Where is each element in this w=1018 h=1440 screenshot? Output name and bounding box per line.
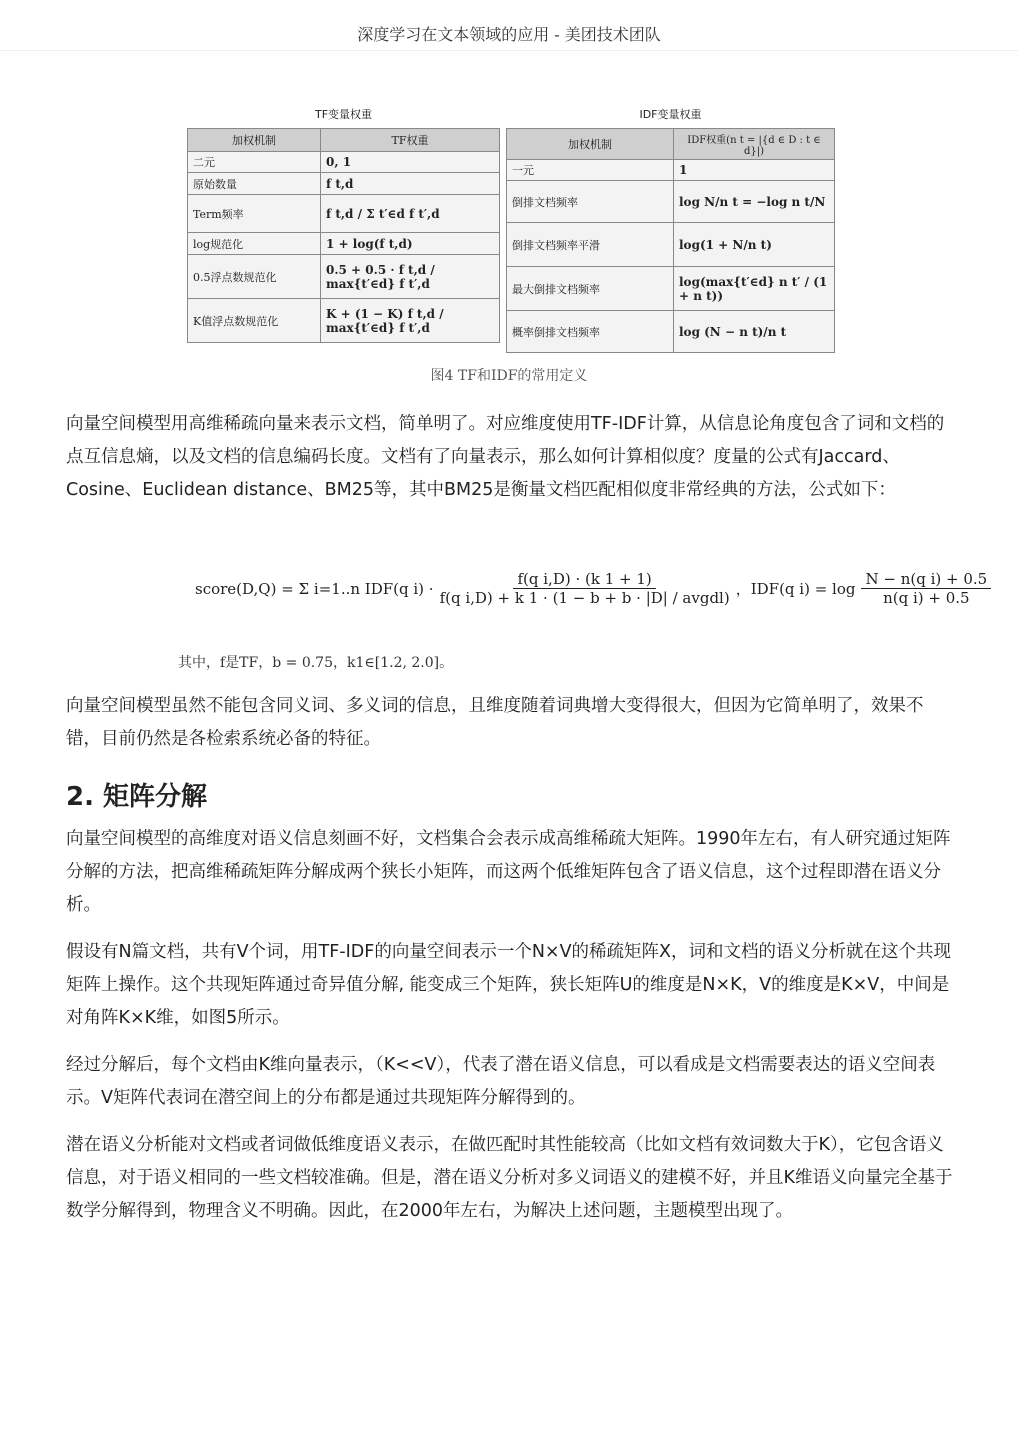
idf-fraction — [861, 570, 991, 607]
cell: 1 — [674, 160, 835, 181]
cell: 原始数量 — [188, 173, 321, 195]
cell: 最大倒排文档频率 — [507, 267, 674, 311]
header-cell: 加权机制 — [507, 129, 674, 160]
page-header-title: 深度学习在文本领域的应用 - 美团技术团队 — [357, 25, 661, 44]
cell: f t,d — [321, 173, 500, 195]
cell: log N/n t = −log n t/N — [674, 181, 835, 223]
header-cell: TF权重 — [321, 129, 500, 152]
cell: K值浮点数规范化 — [188, 299, 321, 343]
cell: 倒排文档频率 — [507, 181, 674, 223]
header-divider — [0, 50, 1018, 51]
numerator: N − n(q i) + 0.5 — [861, 570, 991, 589]
denominator: n(q i) + 0.5 — [883, 589, 970, 607]
numerator: f(q i,D) · (k 1 + 1) — [513, 570, 655, 589]
cell: 1 + log(f t,d) — [321, 233, 500, 255]
paragraph: 经过分解后，每个文档由K维向量表示，（K<<V），代表了潜在语义信息，可以看成是文档需要表达的语义空间表示。V矩阵代表词在潜空间上的分布都是通过共现矩阵分解得到的。 — [66, 1055, 936, 1108]
cell: log(max{t′∈d} n t′ / (1 + n t)) — [674, 267, 835, 311]
paragraph: 向量空间模型虽然不能包含同义词、多义词的信息，且维度随着词典增大变得很大，但因为它简单明了，效果不错，目前仍然是各检索系统必备的特征。 — [66, 696, 924, 749]
formula-note: 其中，f是TF，b = 0.75，k1∈[1.2, 2.0]。 — [178, 655, 454, 671]
cell: 0.5 + 0.5 · f t,d / max{t′∈d} f t′,d — [321, 255, 500, 299]
header-cell: IDF权重(n t = |{d ∈ D : t ∈ d}|) — [674, 129, 835, 160]
denominator: f(q i,D) + k 1 · (1 − b + b · |D| / avgdl) — [439, 589, 730, 607]
cell: log规范化 — [188, 233, 321, 255]
tf-table-title: TF变量权重 — [314, 108, 373, 121]
cell: log(1 + N/n t) — [674, 223, 835, 267]
idf-weight-table — [506, 106, 835, 353]
section-heading: 2. 矩阵分解 — [66, 782, 208, 812]
idf-table-title: IDF变量权重 — [639, 108, 702, 121]
cell: log (N − n t)/n t — [674, 311, 835, 353]
cell: 0, 1 — [321, 152, 500, 173]
paragraph: 假设有N篇文档，共有V个词，用TF-IDF的向量空间表示一个N×V的稀疏矩阵X，词和文档的语义分析就在这个共现矩阵上操作。这个共现矩阵通过奇异值分解, 能变成三个矩阵，狭长矩阵U的维度是N×K，V的维度是K×V，中间是对角阵K×K维，如图5所示。 — [66, 942, 952, 1028]
idf-lhs: ，IDF(q i) = log — [735, 580, 856, 598]
header-cell: 加权机制 — [188, 129, 321, 152]
tf-weight-table — [187, 106, 500, 343]
cell: f t,d / Σ t′∈d f t′,d — [321, 195, 500, 233]
cell: 0.5浮点数规范化 — [188, 255, 321, 299]
formula-fraction — [440, 570, 730, 607]
cell: 概率倒排文档频率 — [507, 311, 674, 353]
cell: 二元 — [188, 152, 321, 173]
paragraph: 向量空间模型用高维稀疏向量来表示文档，简单明了。对应维度使用TF-IDF计算，从信息论角度包含了词和文档的点互信息熵，以及文档的信息编码长度。文档有了向量表示，那么如何计算相似度？度量的公式有Jaccard、Cosine、Euclidean distance、BM25等，其中BM25是衡量文档匹配相似度非常经典的方法，公式如下： — [66, 414, 945, 500]
cell: 一元 — [507, 160, 674, 181]
paragraph: 向量空间模型的高维度对语义信息刻画不好，文档集合会表示成高维稀疏大矩阵。1990年左右，有人研究通过矩阵分解的方法，把高维稀疏矩阵分解成两个狭长小矩阵，而这两个低维矩阵包含了语义信息，这个过程即潜在语义分析。 — [66, 829, 951, 915]
cell: Term频率 — [188, 195, 321, 233]
cell: 倒排文档频率平滑 — [507, 223, 674, 267]
bm25-formula — [195, 570, 991, 607]
paragraph: 潜在语义分析能对文档或者词做低维度语义表示，在做匹配时其性能较高（比如文档有效词数大于K），它包含语义信息，对于语义相同的一些文档较准确。但是，潜在语义分析对多义词语义的建模不好，并且K维语义向量完全基于数学分解得到，物理含义不明确。因此，在2000年左右，为解决上述问题，主题模型出现了。 — [66, 1135, 953, 1221]
cell: K + (1 − K) f t,d / max{t′∈d} f t′,d — [321, 299, 500, 343]
figure-caption: 图4 TF和IDF的常用定义 — [430, 368, 588, 384]
formula-lhs: score(D,Q) = Σ i=1..n IDF(q i) · — [195, 579, 434, 598]
